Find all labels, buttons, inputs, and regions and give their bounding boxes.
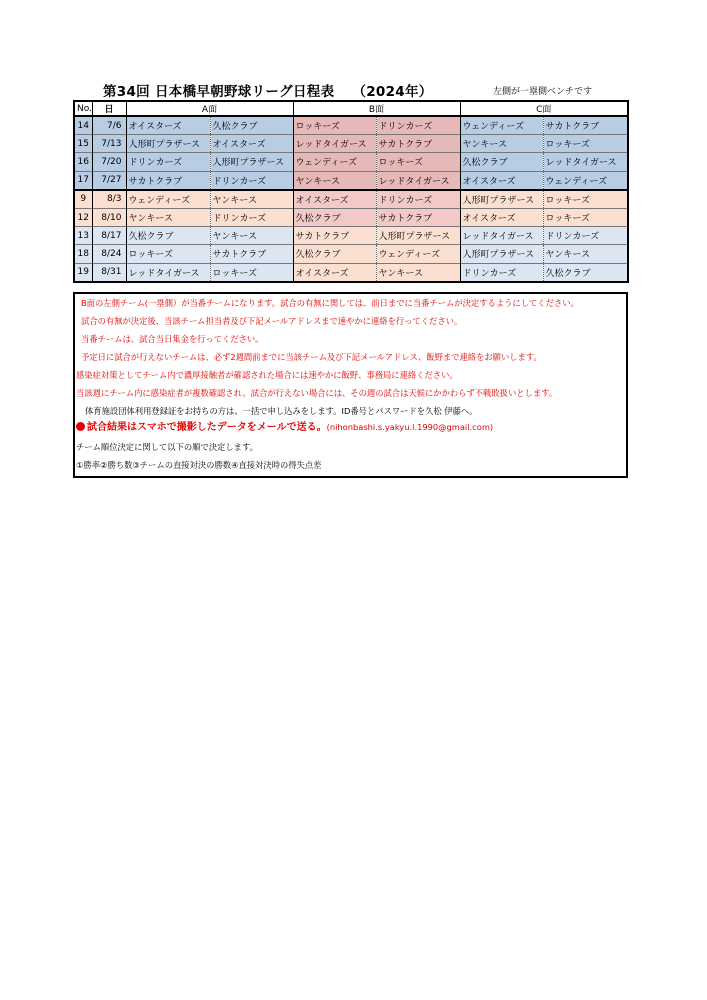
court-b-first-base-team: オイスターズ	[293, 263, 376, 282]
court-c-third-base-team: ロッキーズ	[543, 190, 628, 209]
court-c-first-base-team: ドリンカーズ	[460, 263, 543, 282]
court-a-first-base-team: ロッキーズ	[126, 245, 210, 263]
court-b-third-base-team: サカトクラブ	[376, 208, 460, 226]
court-a-third-base-team: ヤンキース	[210, 227, 293, 245]
header-court-b: B面	[293, 101, 460, 116]
note-infection: 感染症対策としてチーム内で濃厚接触者が確認された場合には速やかに飯野、事務局に連絡ください。	[76, 370, 458, 380]
table-row	[74, 208, 628, 226]
court-b-first-base-team: ウェンディーズ	[293, 153, 376, 171]
row-date: 8/17	[92, 227, 126, 245]
court-b-third-base-team: レッドタイガース	[376, 171, 460, 190]
court-c-first-base-team: ウェンディーズ	[460, 116, 543, 135]
note-duty-team: B面の左側チーム(一塁側）が当番チームになります。試合の有無に関しては、前日までに当番チームが決定するようにしてください。	[81, 298, 579, 308]
header-court-c: C面	[460, 101, 628, 116]
row-date: 7/6	[92, 116, 126, 135]
court-c-third-base-team: ロッキーズ	[543, 208, 628, 226]
court-c-third-base-team: ウェンディーズ	[543, 171, 628, 190]
court-b-first-base-team: ロッキーズ	[293, 116, 376, 135]
court-b-third-base-team: サカトクラブ	[376, 135, 460, 153]
table-row	[74, 190, 628, 209]
court-b-first-base-team: 久松クラブ	[293, 208, 376, 226]
schedule-table	[73, 100, 629, 283]
court-c-first-base-team: ヤンキース	[460, 135, 543, 153]
court-b-first-base-team: レッドタイガース	[293, 135, 376, 153]
court-c-third-base-team: ロッキーズ	[543, 135, 628, 153]
court-a-first-base-team: ドリンカーズ	[126, 153, 210, 171]
title-year: （2024年）	[352, 84, 433, 100]
court-a-third-base-team: 人形町プラザース	[210, 153, 293, 171]
court-c-first-base-team: レッドタイガース	[460, 227, 543, 245]
court-b-first-base-team: 久松クラブ	[293, 245, 376, 263]
court-c-first-base-team: 人形町プラザース	[460, 190, 543, 209]
row-no: 16	[74, 153, 92, 171]
note-registration: 体育施設団体利用登録証をお持ちの方は、一括で申し込みをします。ID番号とパスワードを久松 伊藤へ。	[85, 406, 478, 416]
table-row	[74, 171, 628, 190]
court-b-third-base-team: ドリンカーズ	[376, 116, 460, 135]
bench-note: 左側が一塁側ベンチです	[493, 87, 593, 97]
title-text: 第34回 日本橋早朝野球リーグ日程表	[103, 84, 335, 100]
row-no: 18	[74, 245, 92, 263]
note-fee: 当番チームは、試合当日集金を行ってください。	[81, 334, 264, 344]
row-date: 7/20	[92, 153, 126, 171]
results-email: (nihonbashi.s.yakyu.l.1990@gmail.com)	[326, 422, 494, 432]
row-date: 8/3	[92, 190, 126, 209]
row-no: 13	[74, 227, 92, 245]
court-c-first-base-team: オイスターズ	[460, 208, 543, 226]
row-no: 14	[74, 116, 92, 135]
table-row	[74, 245, 628, 263]
header-court-a: A面	[126, 101, 293, 116]
court-a-first-base-team: 人形町プラザース	[126, 135, 210, 153]
header-date: 日	[92, 101, 126, 116]
court-a-first-base-team: サカトクラブ	[126, 171, 210, 190]
court-a-third-base-team: ロッキーズ	[210, 263, 293, 282]
court-c-third-base-team: サカトクラブ	[543, 116, 628, 135]
page-title	[103, 80, 433, 100]
row-no: 15	[74, 135, 92, 153]
court-c-first-base-team: 久松クラブ	[460, 153, 543, 171]
table-row	[74, 263, 628, 282]
court-a-first-base-team: オイスターズ	[126, 116, 210, 135]
court-a-third-base-team: ドリンカーズ	[210, 208, 293, 226]
court-b-third-base-team: ヤンキース	[376, 263, 460, 282]
court-a-third-base-team: ヤンキース	[210, 190, 293, 209]
row-date: 7/27	[92, 171, 126, 190]
court-a-third-base-team: オイスターズ	[210, 135, 293, 153]
court-a-third-base-team: ドリンカーズ	[210, 171, 293, 190]
row-no: 17	[74, 171, 92, 190]
note-ranking-order: ①勝率②勝ち数③チームの直接対決の勝数④直接対決時の得失点差	[76, 460, 322, 470]
row-date: 8/24	[92, 245, 126, 263]
note-results-text: 試合結果はスマホで撮影したデータをメールで送る。	[87, 422, 327, 433]
court-c-third-base-team: ドリンカーズ	[543, 227, 628, 245]
notes-box	[73, 292, 628, 478]
court-c-third-base-team: 久松クラブ	[543, 263, 628, 282]
header-no: No.	[74, 101, 92, 116]
table-header-row	[74, 101, 628, 116]
table-row	[74, 116, 628, 135]
court-a-first-base-team: 久松クラブ	[126, 227, 210, 245]
court-a-third-base-team: サカトクラブ	[210, 245, 293, 263]
note-reschedule: 予定日に試合が行えないチームは、必ず2週間前までに当該チーム及び下記メールアドレス、飯野まで連絡をお願いします。	[81, 352, 542, 362]
court-b-third-base-team: 人形町プラザース	[376, 227, 460, 245]
row-date: 7/13	[92, 135, 126, 153]
court-b-first-base-team: サカトクラブ	[293, 227, 376, 245]
court-a-first-base-team: レッドタイガース	[126, 263, 210, 282]
court-a-third-base-team: 久松クラブ	[210, 116, 293, 135]
table-row	[74, 153, 628, 171]
table-row	[74, 135, 628, 153]
note-forfeit: 当該週にチーム内に感染症者が複数確認され、試合が行えない場合には、その週の試合は天候にかかわらず不戦敗扱いとします。	[76, 388, 558, 398]
court-b-first-base-team: ヤンキース	[293, 171, 376, 190]
court-b-first-base-team: オイスターズ	[293, 190, 376, 209]
court-b-third-base-team: ロッキーズ	[376, 153, 460, 171]
court-c-first-base-team: オイスターズ	[460, 171, 543, 190]
row-no: 19	[74, 263, 92, 282]
court-a-first-base-team: ヤンキース	[126, 208, 210, 226]
row-no: 9	[74, 190, 92, 209]
note-ranking: チーム順位決定に関して以下の順で決定します。	[76, 442, 258, 452]
court-c-third-base-team: レッドタイガース	[543, 153, 628, 171]
row-date: 8/31	[92, 263, 126, 282]
table-row	[74, 227, 628, 245]
court-c-first-base-team: 人形町プラザース	[460, 245, 543, 263]
court-b-third-base-team: ウェンディーズ	[376, 245, 460, 263]
note-results	[76, 422, 493, 433]
court-a-first-base-team: ウェンディーズ	[126, 190, 210, 209]
row-date: 8/10	[92, 208, 126, 226]
row-no: 12	[74, 208, 92, 226]
court-b-third-base-team: ドリンカーズ	[376, 190, 460, 209]
bullet-icon	[76, 422, 85, 431]
note-contact: 試合の有無が決定後、当該チーム担当者及び下記メールアドレスまで速やかに連絡を行ってください。	[81, 316, 463, 326]
court-c-third-base-team: ヤンキース	[543, 245, 628, 263]
